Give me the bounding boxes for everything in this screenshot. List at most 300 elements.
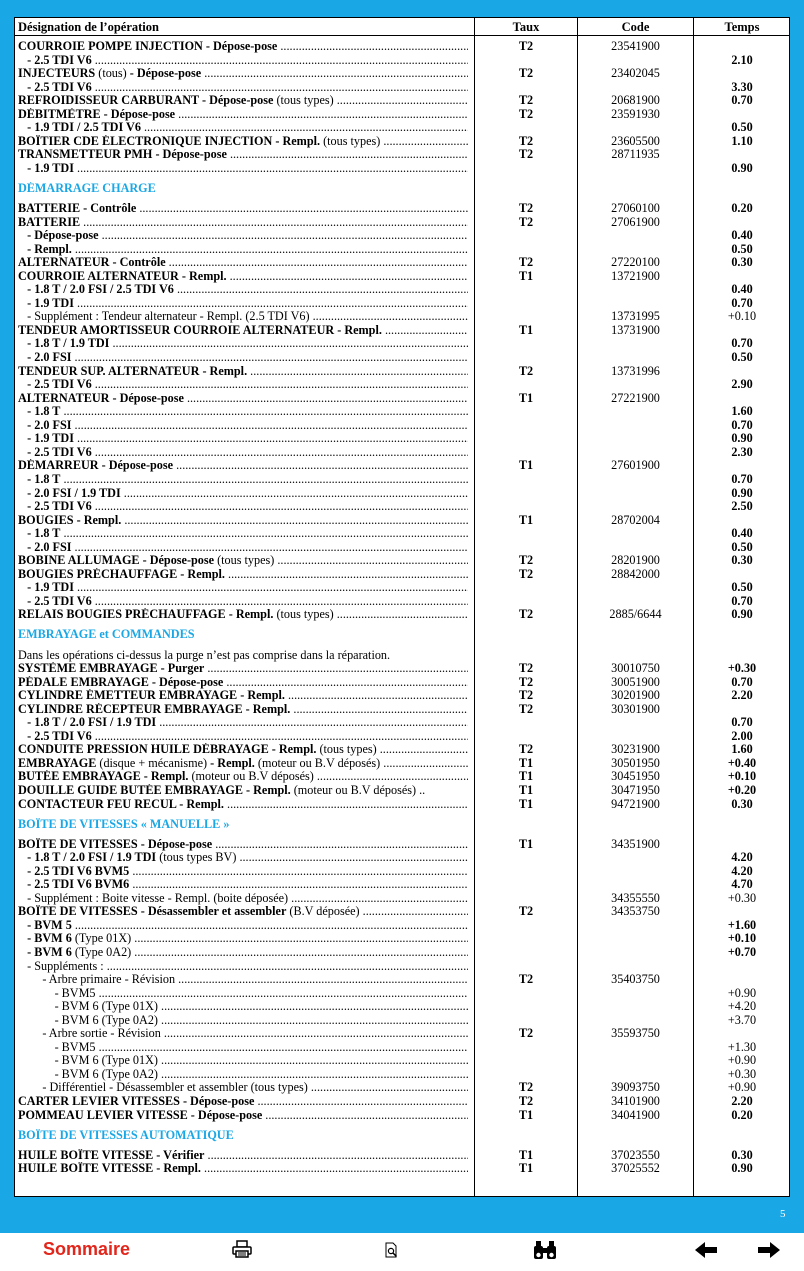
section-heading xyxy=(15,1129,789,1143)
table-row xyxy=(15,40,789,54)
table-row xyxy=(15,865,789,879)
designation-text: - 2.0 FSI xyxy=(18,351,72,365)
taux-cell: T2 xyxy=(518,972,534,987)
temps-cell: +0.30 xyxy=(727,661,757,676)
operation-designation xyxy=(18,838,468,852)
code-cell: 20681900 xyxy=(611,93,660,108)
operation-designation xyxy=(18,703,468,717)
table-row xyxy=(15,892,789,906)
operation-designation xyxy=(18,1129,468,1143)
table-row xyxy=(15,94,789,108)
temps-cell: 0.70 xyxy=(731,295,753,310)
temps-cell: 0.70 xyxy=(731,593,753,608)
operation-designation xyxy=(18,243,468,257)
operation-designation xyxy=(18,324,468,338)
operation-designation xyxy=(18,1027,468,1041)
code-cell: 23402045 xyxy=(611,66,660,81)
designation-text: - BVM 6 (Type 01X) xyxy=(18,1000,158,1014)
operation-designation xyxy=(18,649,468,663)
temps-cell: 0.70 xyxy=(731,417,753,432)
taux-cell: T2 xyxy=(518,701,534,716)
operation-designation xyxy=(18,487,468,501)
operation-designation xyxy=(18,743,468,757)
temps-cell: 0.20 xyxy=(731,1107,753,1122)
code-cell: 30301900 xyxy=(611,701,660,716)
operation-designation xyxy=(18,960,468,974)
designation-text: - 1.8 T xyxy=(18,472,61,486)
designation-text: RELAIS BOUGIES PRÉCHAUFFAGE - Rempl. xyxy=(18,608,274,622)
operation-designation xyxy=(18,162,468,176)
operation-designation xyxy=(18,716,468,730)
operation-designation xyxy=(18,459,468,473)
temps-cell: +0.90 xyxy=(727,985,757,1000)
table-row xyxy=(15,121,789,135)
table-row xyxy=(15,1068,789,1082)
designation-text: TENDEUR SUP. ALTERNATEUR - Rempl. xyxy=(18,364,248,378)
designation-text: BOUGIES - Rempl. xyxy=(18,513,122,527)
temps-cell: +0.10 xyxy=(727,769,757,784)
operation-designation xyxy=(18,473,468,487)
page-number: 5 xyxy=(780,1208,786,1220)
code-cell: 27220100 xyxy=(611,255,660,270)
taux-cell: T1 xyxy=(518,268,534,283)
table-row xyxy=(15,108,789,122)
table-row xyxy=(15,851,789,865)
operation-designation xyxy=(18,946,468,960)
designation-text: - 2.5 TDI V6 xyxy=(18,445,92,459)
operation-designation xyxy=(18,392,468,406)
taux-cell: T2 xyxy=(518,66,534,81)
operation-designation xyxy=(18,337,468,351)
table-row xyxy=(15,324,789,338)
designation-text: - BVM 5 xyxy=(18,918,72,932)
designation-text: BOÎTE DE VITESSES « MANUELLE » xyxy=(18,817,230,831)
designation-text: - 2.0 FSI / 1.9 TDI xyxy=(18,486,121,500)
operation-designation xyxy=(18,892,468,906)
table-row xyxy=(15,351,789,365)
table-row xyxy=(15,514,789,528)
taux-cell: T1 xyxy=(518,512,534,527)
taux-cell: T2 xyxy=(518,255,534,270)
operation-designation xyxy=(18,1041,468,1055)
temps-cell: 2.10 xyxy=(731,52,753,67)
code-cell: 39093750 xyxy=(611,1080,660,1095)
code-cell: 13731996 xyxy=(611,363,660,378)
designation-text: (tous) xyxy=(95,67,130,81)
operation-designation xyxy=(18,1000,468,1014)
temps-cell: 1.10 xyxy=(731,133,753,148)
temps-cell: 2.30 xyxy=(731,444,753,459)
temps-cell: 4.20 xyxy=(731,850,753,865)
designation-text: (B.V déposée) xyxy=(286,905,360,919)
operation-designation xyxy=(18,784,468,798)
operation-designation xyxy=(18,514,468,528)
code-cell: 37025552 xyxy=(611,1161,660,1176)
taux-cell: T2 xyxy=(518,661,534,676)
operation-designation xyxy=(18,1095,468,1109)
designation-text: POMMEAU LEVIER VITESSE - Dépose-pose xyxy=(18,1108,263,1122)
operation-designation xyxy=(18,202,468,216)
designation-text: REFROIDISSEUR CARBURANT - Dépose-pose xyxy=(18,94,274,108)
table-row xyxy=(15,662,789,676)
operation-designation xyxy=(18,987,468,1001)
designation-text: CARTER LEVIER VITESSES - Dépose-pose xyxy=(18,1095,255,1109)
designation-text: - 2.5 TDI V6 xyxy=(18,729,92,743)
table-row xyxy=(15,229,789,243)
code-cell: 28711935 xyxy=(611,147,660,162)
table-row xyxy=(15,960,789,974)
operation-designation xyxy=(18,310,468,324)
temps-cell: 0.90 xyxy=(731,160,753,175)
designation-text: (tous types) xyxy=(273,94,334,108)
designation-text: - Dépose-pose xyxy=(129,67,202,81)
operation-designation xyxy=(18,121,468,135)
operation-designation xyxy=(18,662,468,676)
table-row xyxy=(15,1000,789,1014)
table-row xyxy=(15,554,789,568)
code-cell: 35403750 xyxy=(611,972,660,987)
print-icon[interactable] xyxy=(232,1240,252,1263)
designation-text: BOÎTIER CDE ÉLECTRONIQUE INJECTION - Rempl. xyxy=(18,134,321,148)
operation-designation xyxy=(18,297,468,311)
operation-designation xyxy=(18,527,468,541)
temps-cell: +0.30 xyxy=(727,890,757,905)
operation-designation xyxy=(18,798,468,812)
temps-cell: +0.10 xyxy=(727,931,757,946)
taux-cell: T1 xyxy=(518,322,534,337)
designation-text: - Suppléments : xyxy=(18,959,104,973)
temps-cell: 0.50 xyxy=(731,350,753,365)
table-row xyxy=(15,283,789,297)
operation-designation xyxy=(18,878,468,892)
table-row xyxy=(15,568,789,582)
taux-cell: T1 xyxy=(518,755,534,770)
taux-cell: T2 xyxy=(518,904,534,919)
designation-text: BATTERIE - Contrôle xyxy=(18,202,137,216)
temps-cell: +3.70 xyxy=(727,1012,757,1027)
designation-text: - 2.5 TDI V6 BVM6 xyxy=(18,878,130,892)
zoom-page-icon[interactable] xyxy=(384,1242,400,1263)
designation-text: - 1.8 T xyxy=(18,527,61,541)
table-row xyxy=(15,676,789,690)
table-row xyxy=(15,378,789,392)
designation-text: PÉDALE EMBRAYAGE - Dépose-pose xyxy=(18,675,224,689)
temps-cell: 2.20 xyxy=(731,688,753,703)
temps-cell: 0.90 xyxy=(731,1161,753,1176)
designation-text: BOUGIES PRÉCHAUFFAGE - Rempl. xyxy=(18,567,225,581)
table-row xyxy=(15,527,789,541)
operation-designation xyxy=(18,1054,468,1068)
designation-text: - Rempl. xyxy=(18,242,72,256)
taux-cell: T1 xyxy=(518,1161,534,1176)
code-cell: 34353750 xyxy=(611,904,660,919)
designation-text: BOBINE ALLUMAGE - Dépose-pose xyxy=(18,554,215,568)
designation-text: - 2.5 TDI V6 xyxy=(18,378,92,392)
table-row xyxy=(15,784,789,798)
code-cell: 94721900 xyxy=(611,796,660,811)
temps-cell: 0.70 xyxy=(731,674,753,689)
arrow-right-icon[interactable] xyxy=(758,1242,780,1263)
designation-text: TRANSMETTEUR PMH - Dépose-pose xyxy=(18,148,227,162)
designation-text: - BVM 6 xyxy=(18,932,72,946)
designation-text: CYLINDRE RÉCEPTEUR EMBRAYAGE - Rempl. xyxy=(18,702,291,716)
designation-text: Dans les opérations ci-dessus la purge n’est pas comprise dans la réparation. xyxy=(18,648,391,662)
table-row xyxy=(15,54,789,68)
code-cell: 2885/6644 xyxy=(609,607,662,622)
table-row xyxy=(15,310,789,324)
code-cell: 28201900 xyxy=(611,553,660,568)
table-row xyxy=(15,1149,789,1163)
table-row xyxy=(15,1027,789,1041)
designation-text: - 1.9 TDI xyxy=(18,432,74,446)
designation-text: - BVM 6 xyxy=(18,946,72,959)
table-row xyxy=(15,905,789,919)
operation-designation xyxy=(18,256,468,270)
arrow-left-icon[interactable] xyxy=(695,1242,717,1263)
code-cell: 30451950 xyxy=(611,769,660,784)
taux-cell: T1 xyxy=(518,1147,534,1162)
designation-text: (tous types) xyxy=(316,743,377,757)
designation-text: (tous types) xyxy=(214,554,275,568)
operation-designation xyxy=(18,1109,468,1123)
table-row xyxy=(15,500,789,514)
table-row xyxy=(15,973,789,987)
code-cell: 23605500 xyxy=(611,133,660,148)
designation-text: CONDUITE PRESSION HUILE DÉBRAYAGE - Rempl. xyxy=(18,743,317,757)
taux-cell: T1 xyxy=(518,458,534,473)
operations-table xyxy=(14,17,790,1197)
designation-text: - 2.5 TDI V6 xyxy=(18,500,92,514)
taux-cell: T2 xyxy=(518,106,534,121)
temps-cell: 0.50 xyxy=(731,241,753,256)
table-row xyxy=(15,595,789,609)
designation-text: EMBRAYAGE et COMMANDES xyxy=(18,628,195,642)
table-row xyxy=(15,337,789,351)
taux-cell: T2 xyxy=(518,214,534,229)
operation-designation xyxy=(18,676,468,690)
temps-cell: 0.70 xyxy=(731,93,753,108)
designation-text: - 2.0 FSI xyxy=(18,418,72,432)
temps-cell: 4.20 xyxy=(731,863,753,878)
taux-cell: T1 xyxy=(518,390,534,405)
operation-designation xyxy=(18,446,468,460)
table-header xyxy=(15,18,789,36)
designation-text: (tous types BV) xyxy=(156,851,237,865)
designation-text: - 1.8 T / 2.0 FSI / 2.5 TDI V6 xyxy=(18,283,174,297)
code-cell: 30201900 xyxy=(611,688,660,703)
temps-cell: 0.90 xyxy=(731,485,753,500)
designation-text: - 1.8 T xyxy=(18,405,61,419)
code-cell: 13721900 xyxy=(611,268,660,283)
temps-cell: 2.50 xyxy=(731,499,753,514)
binoculars-icon[interactable] xyxy=(532,1240,558,1265)
designation-text: - BVM5 xyxy=(18,1040,96,1054)
taux-cell: T2 xyxy=(518,1094,534,1109)
designation-text: - 2.5 TDI V6 xyxy=(18,80,92,94)
operation-designation xyxy=(18,182,468,196)
designation-text: - BVM 6 (Type 0A2) xyxy=(18,1013,158,1027)
designation-text: - 2.0 FSI xyxy=(18,540,72,554)
operation-designation xyxy=(18,1068,468,1082)
designation-text: - 2.5 TDI V6 BVM5 xyxy=(18,864,130,878)
designation-text: - Rempl. xyxy=(210,756,255,770)
designation-text: (disque + mécanisme) xyxy=(96,756,211,770)
table-row xyxy=(15,798,789,812)
header-designation: Désignation de l’opération xyxy=(18,20,159,34)
operation-designation xyxy=(18,108,468,122)
operation-designation xyxy=(18,351,468,365)
code-cell: 28702004 xyxy=(611,512,660,527)
operation-designation xyxy=(18,500,468,514)
temps-cell: +1.60 xyxy=(727,917,757,932)
taux-cell: T2 xyxy=(518,133,534,148)
designation-text: DÉBITMÈTRE - Dépose-pose xyxy=(18,107,176,121)
temps-cell: 0.50 xyxy=(731,539,753,554)
designation-text: - 1.9 TDI xyxy=(18,581,74,595)
temps-cell: 0.70 xyxy=(731,471,753,486)
section-heading xyxy=(15,182,789,196)
table-row xyxy=(15,987,789,1001)
designation-text: - 1.8 T / 1.9 TDI xyxy=(18,337,110,351)
table-row xyxy=(15,148,789,162)
designation-text: - BVM5 xyxy=(18,986,96,1000)
code-cell: 23591930 xyxy=(611,106,660,121)
designation-text: - 1.8 T / 2.0 FSI / 1.9 TDI xyxy=(18,851,157,865)
operation-designation xyxy=(18,432,468,446)
code-cell: 30010750 xyxy=(611,661,660,676)
taux-cell: T2 xyxy=(518,147,534,162)
designation-text: - Arbre sortie - Révision xyxy=(18,1027,161,1041)
table-row xyxy=(15,446,789,460)
table-row xyxy=(15,81,789,95)
table-row xyxy=(15,256,789,270)
operation-designation xyxy=(18,628,468,642)
temps-cell: 0.70 xyxy=(731,715,753,730)
taux-cell: T1 xyxy=(518,769,534,784)
operation-designation xyxy=(18,40,468,54)
table-row xyxy=(15,703,789,717)
designation-text: SYSTÈME EMBRAYAGE - Purger xyxy=(18,662,205,676)
temps-cell: 0.90 xyxy=(731,607,753,622)
table-row xyxy=(15,135,789,149)
taux-cell: T1 xyxy=(518,782,534,797)
designation-text: - BVM 6 (Type 01X) xyxy=(18,1054,158,1068)
temps-cell: 0.40 xyxy=(731,526,753,541)
taux-cell: T1 xyxy=(518,836,534,851)
table-row xyxy=(15,432,789,446)
taux-cell: T2 xyxy=(518,674,534,689)
operation-designation xyxy=(18,94,468,108)
code-cell: 34041900 xyxy=(611,1107,660,1122)
taux-cell: T2 xyxy=(518,688,534,703)
taux-cell: T2 xyxy=(518,566,534,581)
designation-text: ALTERNATEUR - Contrôle xyxy=(18,256,166,270)
designation-text: BATTERIE xyxy=(18,215,81,229)
operation-designation xyxy=(18,135,468,149)
temps-cell: 1.60 xyxy=(731,404,753,419)
designation-text: (tous types) xyxy=(320,134,381,148)
designation-text: - Dépose-pose xyxy=(18,229,99,243)
operation-designation xyxy=(18,216,468,230)
temps-cell: 2.20 xyxy=(731,1094,753,1109)
table-row xyxy=(15,932,789,946)
temps-cell: 0.90 xyxy=(731,431,753,446)
designation-text: HUILE BOÎTE VITESSE - Rempl. xyxy=(18,1162,201,1176)
table-row xyxy=(15,162,789,176)
table-row xyxy=(15,730,789,744)
designation-text: (moteur ou B.V déposés) xyxy=(188,770,314,784)
code-cell: 37023550 xyxy=(611,1147,660,1162)
designation-text: - 1.9 TDI / 2.5 TDI V6 xyxy=(18,121,141,135)
operation-designation xyxy=(18,973,468,987)
designation-text: - 1.9 TDI xyxy=(18,161,74,175)
taux-cell: T2 xyxy=(518,1080,534,1095)
designation-text: CYLINDRE ÉMETTEUR EMBRAYAGE - Rempl. xyxy=(18,689,285,703)
temps-cell: 0.30 xyxy=(731,553,753,568)
operation-designation xyxy=(18,581,468,595)
operation-designation xyxy=(18,229,468,243)
operation-designation xyxy=(18,1081,468,1095)
temps-cell: 3.30 xyxy=(731,79,753,94)
temps-cell: 0.70 xyxy=(731,336,753,351)
designation-text: TENDEUR AMORTISSEUR COURROIE ALTERNATEUR - Rempl. xyxy=(18,323,382,337)
designation-text: CONTACTEUR FEU RECUL - Rempl. xyxy=(18,797,224,811)
temps-cell: 0.50 xyxy=(731,120,753,135)
temps-cell: +0.90 xyxy=(727,1053,757,1068)
table-row xyxy=(15,67,789,81)
temps-cell: 2.90 xyxy=(731,377,753,392)
table-row xyxy=(15,1109,789,1123)
temps-cell: +0.20 xyxy=(727,782,757,797)
code-cell: 34101900 xyxy=(611,1094,660,1109)
taux-cell: T1 xyxy=(518,1107,534,1122)
designation-text: - Supplément : Tendeur alternateur - Rempl. (2.5 TDI V6) xyxy=(18,310,310,324)
designation-text: - Arbre primaire - Révision xyxy=(18,973,176,987)
code-cell: 34351900 xyxy=(611,836,660,851)
code-cell: 28842000 xyxy=(611,566,660,581)
designation-text: (moteur ou B.V déposés) xyxy=(254,756,381,770)
code-cell: 35593750 xyxy=(611,1026,660,1041)
operation-designation xyxy=(18,730,468,744)
sommaire-link[interactable]: Sommaire xyxy=(43,1239,131,1259)
table-row xyxy=(15,1095,789,1109)
operation-designation xyxy=(18,757,468,771)
operation-designation xyxy=(18,283,468,297)
table-row xyxy=(15,1162,789,1176)
taux-cell: T2 xyxy=(518,363,534,378)
temps-cell: +4.20 xyxy=(727,999,757,1014)
designation-text: - 2.5 TDI V6 xyxy=(18,594,92,608)
code-cell: 30051900 xyxy=(611,674,660,689)
operation-designation xyxy=(18,378,468,392)
operation-designation xyxy=(18,851,468,865)
designation-text: EMBRAYAGE xyxy=(18,756,97,770)
designation-text: (moteur ou B.V déposés) .. xyxy=(290,783,426,797)
taux-cell: T1 xyxy=(518,796,534,811)
operation-designation xyxy=(18,865,468,879)
table-row xyxy=(15,297,789,311)
table-row xyxy=(15,649,789,663)
temps-cell: +0.90 xyxy=(727,1080,757,1095)
operation-designation xyxy=(18,689,468,703)
header-temps: Temps xyxy=(724,20,760,34)
taux-cell: T2 xyxy=(518,201,534,216)
table-row xyxy=(15,770,789,784)
operation-designation xyxy=(18,54,468,68)
table-row xyxy=(15,473,789,487)
table-row xyxy=(15,838,789,852)
taux-cell: T2 xyxy=(518,1026,534,1041)
